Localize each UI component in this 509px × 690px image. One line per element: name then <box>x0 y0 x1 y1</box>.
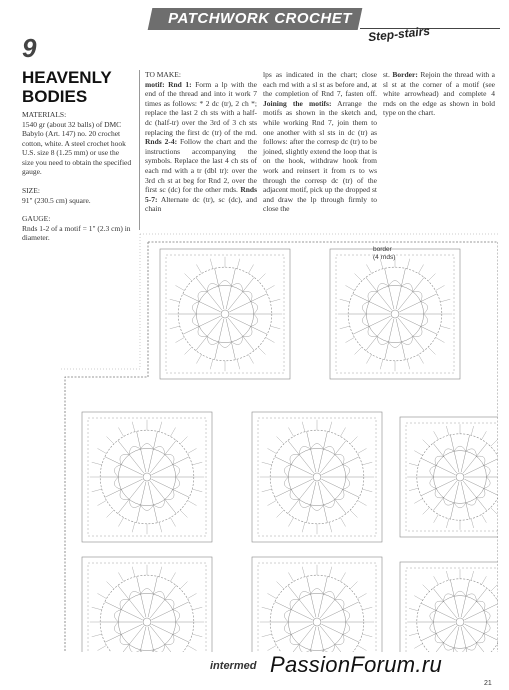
materials-label: MATERIALS: <box>22 110 67 119</box>
instructions-column-3 <box>383 70 495 118</box>
border-label-line-1: border <box>373 246 392 253</box>
border-outline <box>65 242 498 652</box>
motif-5 <box>82 557 212 652</box>
motif-2 <box>330 249 460 379</box>
pattern-number: 9 <box>22 33 37 63</box>
motif-7 <box>400 562 498 652</box>
column-divider <box>139 70 140 230</box>
motif-1 <box>160 249 290 379</box>
border-text: Rejoin the thread with a sl st at the corner of a motif (see white arrowhead) and complete 4 rnds on the edge as shown in bold type on the chart. <box>383 70 496 118</box>
motif-3 <box>82 412 212 542</box>
materials-section <box>22 110 132 177</box>
size-label: SIZE: <box>22 186 40 195</box>
section-title: PATCHWORK CROCHET <box>168 10 352 27</box>
joining-text: Arrange the motifs as shown in the sketch and, while working Rnd 7, join them to one another with sl sts in dc (tr) as follows: after the corresp dc (tr) to be joined, slightly extend the loop that is on the hook, withdraw hook from work and reinsert it from rs to ws through the corresp dc (tr) of the adjacent motif, pick up the dropped st and draw the lp through firmly to close the <box>263 98 378 214</box>
pattern-title <box>22 68 112 106</box>
motif-6 <box>252 557 382 652</box>
col2-text: lps as indicated in the chart; close each rnd with a sl st as before and, at the completion of Rnd 7, fasten off. <box>263 70 377 99</box>
watermark-text: PassionForum.ru <box>270 652 443 677</box>
title-line-2: BODIES <box>22 87 88 106</box>
motif-4 <box>252 412 382 542</box>
border-label-line-2: (4 rnds) <box>373 253 396 261</box>
gauge-label: GAUGE: <box>22 214 51 223</box>
footer-level: intermed <box>210 660 257 672</box>
rnd2-text: Follow the chart and the instructions accompanying the symbols. Replace the last 4 ch sts of each rnd with a tr (dbl tr): over the 3rd ch st at beg for Rnd 2, over the first sc (dc) for the other rnds. <box>145 137 257 195</box>
instructions-column-1 <box>145 70 257 214</box>
rnd2-lead: Rnds 2-4: <box>145 137 178 147</box>
rnd5-lead: Rnds 5-7: <box>145 185 258 204</box>
title-line-1: HEAVENLY <box>22 68 112 87</box>
instructions-column-2 <box>263 70 377 214</box>
border-lead: Border: <box>392 70 418 79</box>
rnd5-text: Alternate dc (tr), sc (dc), and chain <box>145 194 257 214</box>
to-make-heading: TO MAKE: <box>145 70 181 79</box>
joining-lead: Joining the motifs: <box>263 98 332 108</box>
rnd1-text: Form a lp with the end of the thread and into it work 7 times as follows: * 2 dc (tr), 2 ch *; replace the last 2 ch sts with a half-dc (half-tr) over the 3rd of 3 ch sts replacing the first dc (tr) of the rnd. <box>145 79 257 137</box>
size-text: 91" (230.5 cm) square. <box>22 195 91 205</box>
border-outline-outer <box>60 234 498 369</box>
crochet-chart <box>60 232 498 652</box>
page-number: 21 <box>484 680 492 687</box>
size-section <box>22 186 132 205</box>
border-label <box>373 246 395 261</box>
difficulty-tag: Step-stairs <box>367 23 431 45</box>
col3-text: st. <box>383 70 390 79</box>
gauge-text: Rnds 1-2 of a motif = 1" (2.3 cm) in diameter. <box>22 223 131 242</box>
materials-text: 1540 gr (about 32 balls) of DMC Babylo (Art. 147) no. 20 crochet cotton, white. A steel crochet hook U.S. size 8 (1.25 mm) or use the size you need to obtain the specified gauge. <box>22 119 132 176</box>
motif-8 <box>400 417 498 537</box>
rnd1-lead: motif: Rnd 1: <box>145 79 192 89</box>
